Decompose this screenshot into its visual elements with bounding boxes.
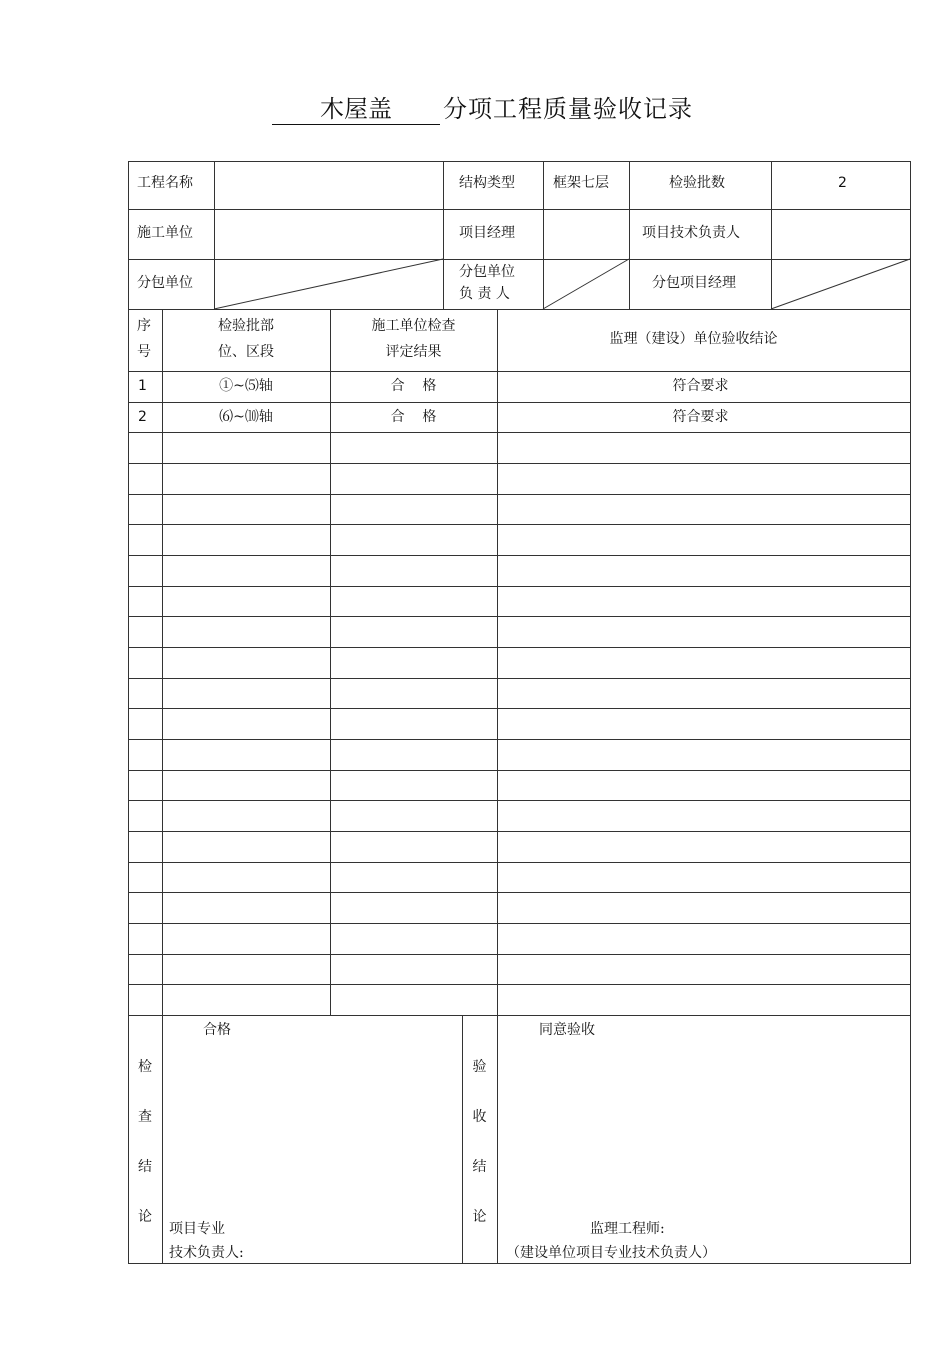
table-border-right [910, 161, 911, 1264]
row-divider [128, 524, 911, 525]
row-divider [128, 463, 911, 464]
row-divider [128, 739, 911, 740]
project-manager-label: 项目经理 [459, 225, 515, 241]
title-subject: 木屋盖 [272, 92, 440, 125]
seq-header: 序 [137, 318, 151, 334]
accept-label-char: 收 [472, 1109, 487, 1125]
tech-lead-label: 项目技术负责人 [642, 225, 740, 241]
row-divider [128, 954, 911, 955]
subcontract-unit-label: 分包单位 [137, 275, 193, 291]
construction-unit-label: 施工单位 [137, 225, 193, 241]
accept-label-char: 论 [472, 1209, 487, 1225]
subcontract-pm-label: 分包项目经理 [652, 275, 736, 291]
seq-header: 号 [137, 344, 151, 360]
subcontract-lead-label: 分包单位 [459, 264, 515, 280]
footer-column-line [497, 1015, 498, 1263]
row-conclusion: 符合要求 [672, 378, 729, 394]
row-result: 合 格 [390, 409, 437, 425]
footer-divider [128, 1015, 911, 1016]
row-divider [128, 647, 911, 648]
row-divider [128, 770, 911, 771]
header-divider [128, 309, 911, 310]
structure-type-value: 框架七层 [553, 175, 609, 191]
check-label-char: 检 [138, 1059, 152, 1075]
accept-signatory-label: （建设单位项目专业技术负责人） [506, 1245, 716, 1261]
table-border-top [128, 161, 911, 162]
accept-label-char: 结 [472, 1159, 487, 1175]
table-border-bottom [128, 1263, 911, 1264]
diagonal-strike [543, 259, 629, 309]
row-divider [128, 616, 911, 617]
row-divider [128, 708, 911, 709]
header-divider [128, 209, 911, 210]
header-column-line [443, 161, 444, 309]
document-title [0, 92, 950, 132]
check-label-char: 结 [138, 1159, 152, 1175]
project-name-label: 工程名称 [137, 175, 193, 191]
check-signatory-label: 技术负责人: [169, 1245, 244, 1261]
check-label-char: 论 [138, 1209, 152, 1225]
row-divider [128, 984, 911, 985]
batch-count-label: 检验批数 [669, 175, 725, 191]
check-label-char: 查 [138, 1109, 152, 1125]
accept-label-char: 验 [472, 1059, 487, 1075]
title-suffix: 分项工程质量验收记录 [443, 95, 693, 123]
check-conclusion-value: 合格 [203, 1022, 231, 1038]
batch-count-value: 2 [838, 175, 847, 191]
row-part: ⑹~⑽轴 [219, 409, 273, 425]
row-divider [128, 923, 911, 924]
part-header: 位、区段 [218, 344, 274, 360]
row-divider [128, 586, 911, 587]
check-signatory-label: 项目专业 [169, 1221, 225, 1237]
header-column-line [629, 161, 630, 309]
row-part: ①~⑸轴 [219, 378, 273, 394]
row-divider [128, 402, 911, 403]
row-divider [128, 555, 911, 556]
row-divider [128, 892, 911, 893]
diagonal-strike [771, 259, 910, 309]
body-column-line [162, 309, 163, 1263]
diagonal-strike [214, 259, 443, 309]
part-header: 检验批部 [218, 318, 274, 334]
row-seq: 2 [138, 409, 147, 425]
row-divider [128, 432, 911, 433]
row-result: 合 格 [390, 378, 437, 394]
structure-type-label: 结构类型 [459, 175, 515, 191]
subcontract-lead-label: 负 责 人 [459, 286, 510, 302]
row-divider [128, 678, 911, 679]
accept-conclusion-value: 同意验收 [539, 1022, 595, 1038]
row-conclusion: 符合要求 [672, 409, 729, 425]
accept-signatory-label: 监理工程师: [590, 1221, 665, 1237]
row-divider [128, 831, 911, 832]
row-divider [128, 862, 911, 863]
supervision-conclusion-header: 监理（建设）单位验收结论 [609, 331, 778, 347]
column-header-divider [128, 371, 911, 372]
table-border-left [128, 161, 129, 1264]
row-divider [128, 800, 911, 801]
check-result-header: 施工单位检查 [371, 318, 456, 334]
row-seq: 1 [138, 378, 147, 394]
check-result-header: 评定结果 [385, 344, 442, 360]
row-divider [128, 494, 911, 495]
